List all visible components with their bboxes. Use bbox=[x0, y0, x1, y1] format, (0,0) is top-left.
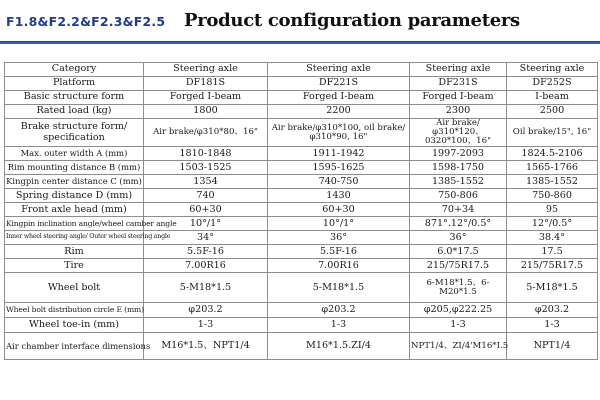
table-cell: DF231S bbox=[410, 77, 507, 91]
table-cell: 7.00R16 bbox=[268, 259, 410, 273]
table-cell: DF252S bbox=[507, 77, 598, 91]
row-label: Tire bbox=[5, 259, 144, 273]
table-row bbox=[5, 91, 598, 105]
table-cell: φ203.2 bbox=[268, 303, 410, 318]
table-row bbox=[5, 273, 598, 303]
row-label: Wheel bolt bbox=[5, 273, 144, 303]
table-cell: Air brake/φ310*100, oil brake/φ310*90, 16" bbox=[268, 119, 410, 147]
table-cell: 215/75R17.5 bbox=[507, 259, 598, 273]
table-cell: 7.00R16 bbox=[144, 259, 268, 273]
table-cell: I-beam bbox=[507, 91, 598, 105]
table-cell: 5-M18*1.5 bbox=[507, 273, 598, 303]
header-divider bbox=[0, 41, 600, 44]
table-cell: 34° bbox=[144, 231, 268, 245]
table-cell: 36° bbox=[410, 231, 507, 245]
table-cell: 215/75R17.5 bbox=[410, 259, 507, 273]
table-cell: Air brake/φ310*80、16" bbox=[144, 119, 268, 147]
table-cell: 38.4° bbox=[507, 231, 598, 245]
table-cell: 6.0*17.5 bbox=[410, 245, 507, 259]
table-cell: 740-750 bbox=[268, 175, 410, 189]
table-cell: Forged I-beam bbox=[410, 91, 507, 105]
table-cell: Oil brake/15", 16" bbox=[507, 119, 598, 147]
row-label: Rim mounting distance B (mm) bbox=[5, 161, 144, 175]
table-row bbox=[5, 333, 598, 360]
table-row bbox=[5, 63, 598, 77]
table-cell: 60+30 bbox=[144, 203, 268, 217]
parameters-table-container bbox=[4, 62, 597, 360]
table-cell: 1430 bbox=[268, 189, 410, 203]
table-row bbox=[5, 245, 598, 259]
table-cell: 1-3 bbox=[410, 318, 507, 333]
table-cell: φ203.2 bbox=[144, 303, 268, 318]
row-label: Wheel toe-in (mm) bbox=[5, 318, 144, 333]
table-cell: NPT1/4 bbox=[507, 333, 598, 360]
page-title: Product configuration parameters bbox=[184, 10, 520, 31]
table-cell: 1800 bbox=[144, 105, 268, 119]
parameters-table bbox=[4, 62, 598, 360]
row-label: Kingpin inclination angle/wheel camber angle bbox=[5, 217, 144, 231]
table-cell: 1565-1766 bbox=[507, 161, 598, 175]
table-cell: 1503-1525 bbox=[144, 161, 268, 175]
table-cell: 5-M18*1.5 bbox=[268, 273, 410, 303]
table-row bbox=[5, 175, 598, 189]
table-cell: 5-M18*1.5 bbox=[144, 273, 268, 303]
table-cell: 1810-1848 bbox=[144, 147, 268, 161]
table-row bbox=[5, 217, 598, 231]
table-row bbox=[5, 105, 598, 119]
table-cell: 10°/1° bbox=[268, 217, 410, 231]
row-label: Rim bbox=[5, 245, 144, 259]
table-cell: DF221S bbox=[268, 77, 410, 91]
table-row bbox=[5, 161, 598, 175]
table-cell: M16*1.5.ZI/4 bbox=[268, 333, 410, 360]
table-row bbox=[5, 231, 598, 245]
table-cell: 1385-1552 bbox=[507, 175, 598, 189]
table-cell: 2300 bbox=[410, 105, 507, 119]
table-cell: 1354 bbox=[144, 175, 268, 189]
row-label: Max. outer width A (mm) bbox=[5, 147, 144, 161]
table-cell: Steering axle bbox=[507, 63, 598, 77]
table-cell: M16*1.5、NPT1/4 bbox=[144, 333, 268, 360]
table-row bbox=[5, 259, 598, 273]
table-cell: Steering axle bbox=[144, 63, 268, 77]
table-row bbox=[5, 119, 598, 147]
table-row bbox=[5, 203, 598, 217]
table-cell: 5.5F-16 bbox=[144, 245, 268, 259]
table-cell: 95 bbox=[507, 203, 598, 217]
table-cell: 2200 bbox=[268, 105, 410, 119]
row-label: Wheel bolt distribution circle E (mm) bbox=[5, 303, 144, 318]
table-cell: 871°.12°/0.5° bbox=[410, 217, 507, 231]
row-label: Air chamber interface dimensions bbox=[5, 333, 144, 360]
row-label: Category bbox=[5, 63, 144, 77]
table-row bbox=[5, 77, 598, 91]
page-header bbox=[0, 0, 600, 50]
row-label: Brake structure form/ specification bbox=[5, 119, 144, 147]
table-cell: 1-3 bbox=[268, 318, 410, 333]
table-cell: 750-806 bbox=[410, 189, 507, 203]
table-cell: Air brake/φ310*120、0320*100、16" bbox=[410, 119, 507, 147]
table-cell: 10°/1° bbox=[144, 217, 268, 231]
model-codes: F1.8&F2.2&F2.3&F2.5 bbox=[6, 14, 166, 29]
table-cell: Forged I-beam bbox=[268, 91, 410, 105]
row-label: Rated load (kg) bbox=[5, 105, 144, 119]
table-cell: 740 bbox=[144, 189, 268, 203]
row-label: Platform bbox=[5, 77, 144, 91]
table-cell: 1385-1552 bbox=[410, 175, 507, 189]
table-cell: 750-860 bbox=[507, 189, 598, 203]
table-cell: 1824.5-2106 bbox=[507, 147, 598, 161]
table-row bbox=[5, 318, 598, 333]
table-cell: 1595-1625 bbox=[268, 161, 410, 175]
table-cell: φ205,φ222.25 bbox=[410, 303, 507, 318]
table-cell: 5.5F-16 bbox=[268, 245, 410, 259]
table-cell: 6-M18*1.5、6-M20*1.5 bbox=[410, 273, 507, 303]
table-cell: Steering axle bbox=[410, 63, 507, 77]
table-cell: 1-3 bbox=[507, 318, 598, 333]
table-row bbox=[5, 147, 598, 161]
table-cell: 12°/0.5° bbox=[507, 217, 598, 231]
table-row bbox=[5, 303, 598, 318]
row-label: Inner wheel steering angle/ Outer wheel steering angle bbox=[5, 231, 144, 245]
row-label: Spring distance D (mm) bbox=[5, 189, 144, 203]
table-cell: 1598-1750 bbox=[410, 161, 507, 175]
table-cell: φ203.2 bbox=[507, 303, 598, 318]
table-cell: 2500 bbox=[507, 105, 598, 119]
table-cell: NPT1/4、ZI/4'M16*I.5 bbox=[410, 333, 507, 360]
table-cell: 1911-1942 bbox=[268, 147, 410, 161]
row-label: Front axle head (mm) bbox=[5, 203, 144, 217]
row-label: Basic structure form bbox=[5, 91, 144, 105]
table-row bbox=[5, 189, 598, 203]
table-cell: 60+30 bbox=[268, 203, 410, 217]
table-cell: Steering axle bbox=[268, 63, 410, 77]
table-cell: 36° bbox=[268, 231, 410, 245]
table-cell: DF181S bbox=[144, 77, 268, 91]
table-cell: Forged I-beam bbox=[144, 91, 268, 105]
table-cell: 1997-2093 bbox=[410, 147, 507, 161]
row-label: Kingpin center distance C (mm) bbox=[5, 175, 144, 189]
table-cell: 17.5 bbox=[507, 245, 598, 259]
table-cell: 70+34 bbox=[410, 203, 507, 217]
table-cell: 1-3 bbox=[144, 318, 268, 333]
